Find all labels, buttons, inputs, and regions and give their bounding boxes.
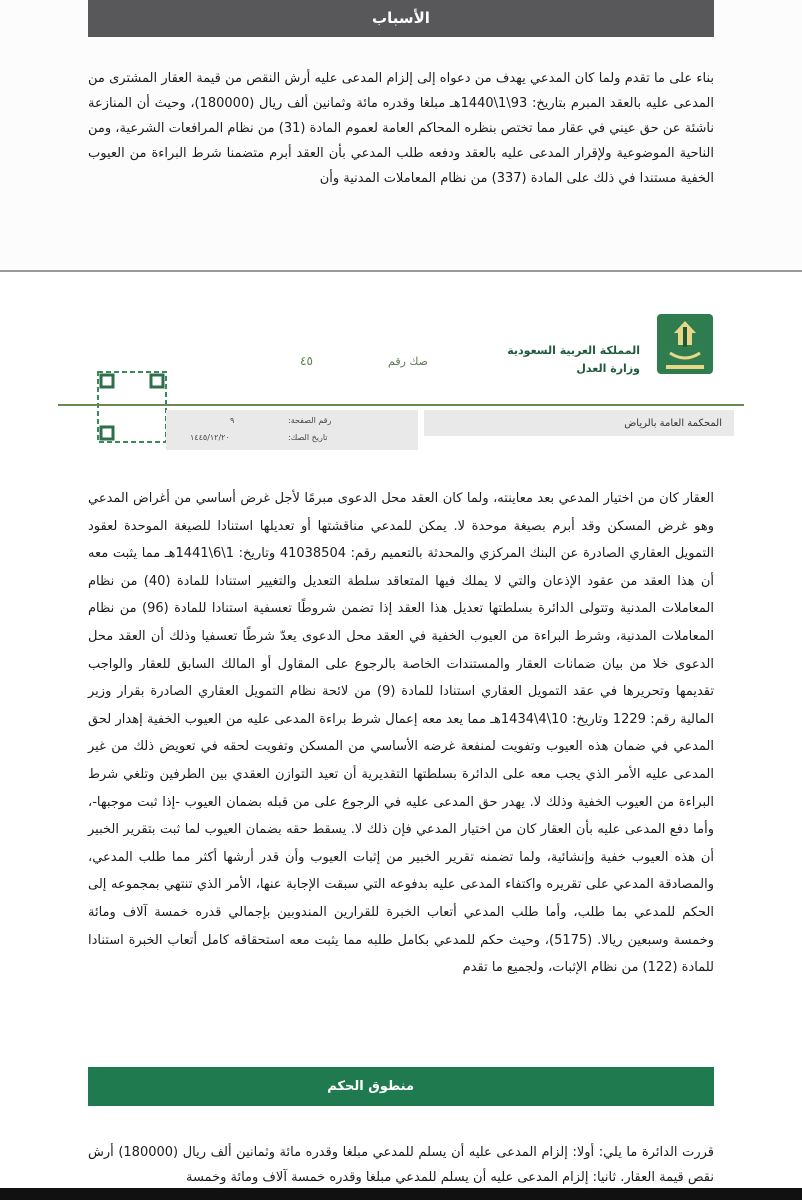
previous-page xyxy=(0,0,802,270)
sak-date-value: ١٤٤٥/١٢/٢٠ xyxy=(190,433,230,442)
reasons-continued-paragraph: العقار كان من اختيار المدعي بعد معاينته، ولما كان العقد محل الدعوى مبرمًا لأجل غرض أساسي من أغراض المدعي وهو غرض المسكن وقد أبرم بصيغة موحدة لا. يمكن للمدعي مناقشتها أو تعديلها استنادا للصيغة الموحدة لعقود التمويل العقاري الصادرة عن البنك المركزي والمحدثة بالتعميم رقم: 41038504 وتاريخ: 1\6\1441هـ مما يثبت معه أن هذا العقد من عقود الإذعان والتي لا يملك فيها المتعاقد سلطة التعديل والتغيير استنادا للمادة (40) من نظام المعاملات المدنية وتتولى الدائرة بسلطتها تعديل هذا العقد إذا تضمن شروطًا تعسفية استنادا للمادة (96) من نظام المعاملات المدنية، وشرط البراءة من العيوب الخفية في العقد محل الدعوى يعدّ شرطًا تعسفيا وذلك أن العقد محل الدعوى خلا من بيان ضمانات العقار والمستندات الخاصة بالرجوع على المقاول أو المالك السابق للعقار والواجب تقديمها وتحريرها في عقد التمويل العقاري استنادا للمادة (9) من لائحة نظام التمويل العقاري الصادرة بقرار وزير المالية رقم: 1229 وتاريخ: 10\4\1434هـ مما يعد معه إعمال شرط براءة المدعى عليه من العيوب الخفية إهدار لحق المدعي في ضمان هذه العيوب وتفويت لمنفعة غرضه الأساسي من المسكن وتفويت لحقه في تعويض ذلك من غير المدعى عليه الأمر الذي يجب معه على الدائرة بسلطتها التقديرية أن تعيد التوازن العقدي بين الطرفين وتلغي شرط البراءة من العيوب الخفية وذلك لا. يهدر حق المدعى عليه في الرجوع على من قبله بضمان العيوب -إذا ثبت موجبها-، وأما دفع المدعى عليه بأن العقار كان من اختيار المدعي فإن ذلك لا. يسقط حقه بضمان العيوب لما ثبت بتقرير الخبير أن هذه العيوب خفية وإنشائية، ولما تضمنه تقرير الخبير من إثبات العيوب وأن قدر أرشها أكثر مما طلب المدعي، والمصادقة المدعي على تقريره واكتفاء المدعى عليه بدفوعه التي سبقت الإجابة عنها، الأمر الذي تنتهي بمجموعه إلى الحكم للمدعي بما طلب، وأما طلب المدعي أتعاب الخبرة للقرارين المندوبين بإجمالي قدره خمسة آلاف ومائة وخمسة وسبعين ريالا. (5175)، وحيث حكم للمدعي بكامل طلبه مما يثبت معه استحقاقه كامل أتعاب الخبرة استنادا للمادة (122) من نظام الإثبات، ولجميع ما تقدم xyxy=(88,491,715,976)
qr-code-icon xyxy=(96,370,168,444)
reasons-paragraph: بناء على ما تقدم ولما كان المدعي يهدف من دعواه إلى إلزام المدعى عليه أرش النقص من قيمة العقار المشترى من المدعى عليه بالعقد المبرم بتاريخ: 93\1\1440هـ مبلغا وقدره مائة وثمانين ألف ريال (180000)، وحيث أن المنازعة ناشئة عن حق عيني في عقار مما تختص بنظره المحاكم العامة لعموم المادة (31) من نظام المرافعات الشرعية، ومن الناحية الموضوعية ولإقرار المدعى عليه بالعقد ودفعه طلب المدعي بأن العقد أبرم متضمنا شرط البراءة من العيوب الخفية مستندا في ذلك على المادة (337) من نظام المعاملات المدنية وأن xyxy=(88,71,714,186)
verdict-title-text: منطوق الحكم xyxy=(327,1079,414,1094)
reasons-section-title: الأسباب xyxy=(88,0,714,37)
page-number-value: ٩ xyxy=(230,416,235,425)
ministry-emblem-icon xyxy=(656,313,714,375)
page-number-label: رقم الصفحة: xyxy=(288,416,332,425)
kingdom-name: المملكة العربية السعودية xyxy=(507,344,640,357)
bottom-edge xyxy=(0,1188,802,1200)
header-divider xyxy=(58,404,744,406)
kingdom-ministry-header xyxy=(507,342,640,378)
ministry-name: وزارة العدل xyxy=(576,362,640,375)
verdict-paragraph: قررت الدائرة ما يلي: أولا: إلزام المدعى عليه أن يسلم للمدعي مبلغا وقدره مائة وثمانين ألف ريال (180000) أرش نقص قيمة العقار. ثانيا: إلزام المدعى عليه أن يسلم للمدعي مبلغا وقدره خمسة آلاف ومائة وخمسة xyxy=(88,1145,714,1185)
court-name: المحكمة العامة بالرياض xyxy=(624,418,722,429)
verdict-section-title xyxy=(88,1067,714,1106)
sak-date-label: تاريخ الصك: xyxy=(288,433,328,442)
sak-label: صك رقم xyxy=(388,355,428,368)
sak-number: ٤٥ xyxy=(300,354,313,368)
